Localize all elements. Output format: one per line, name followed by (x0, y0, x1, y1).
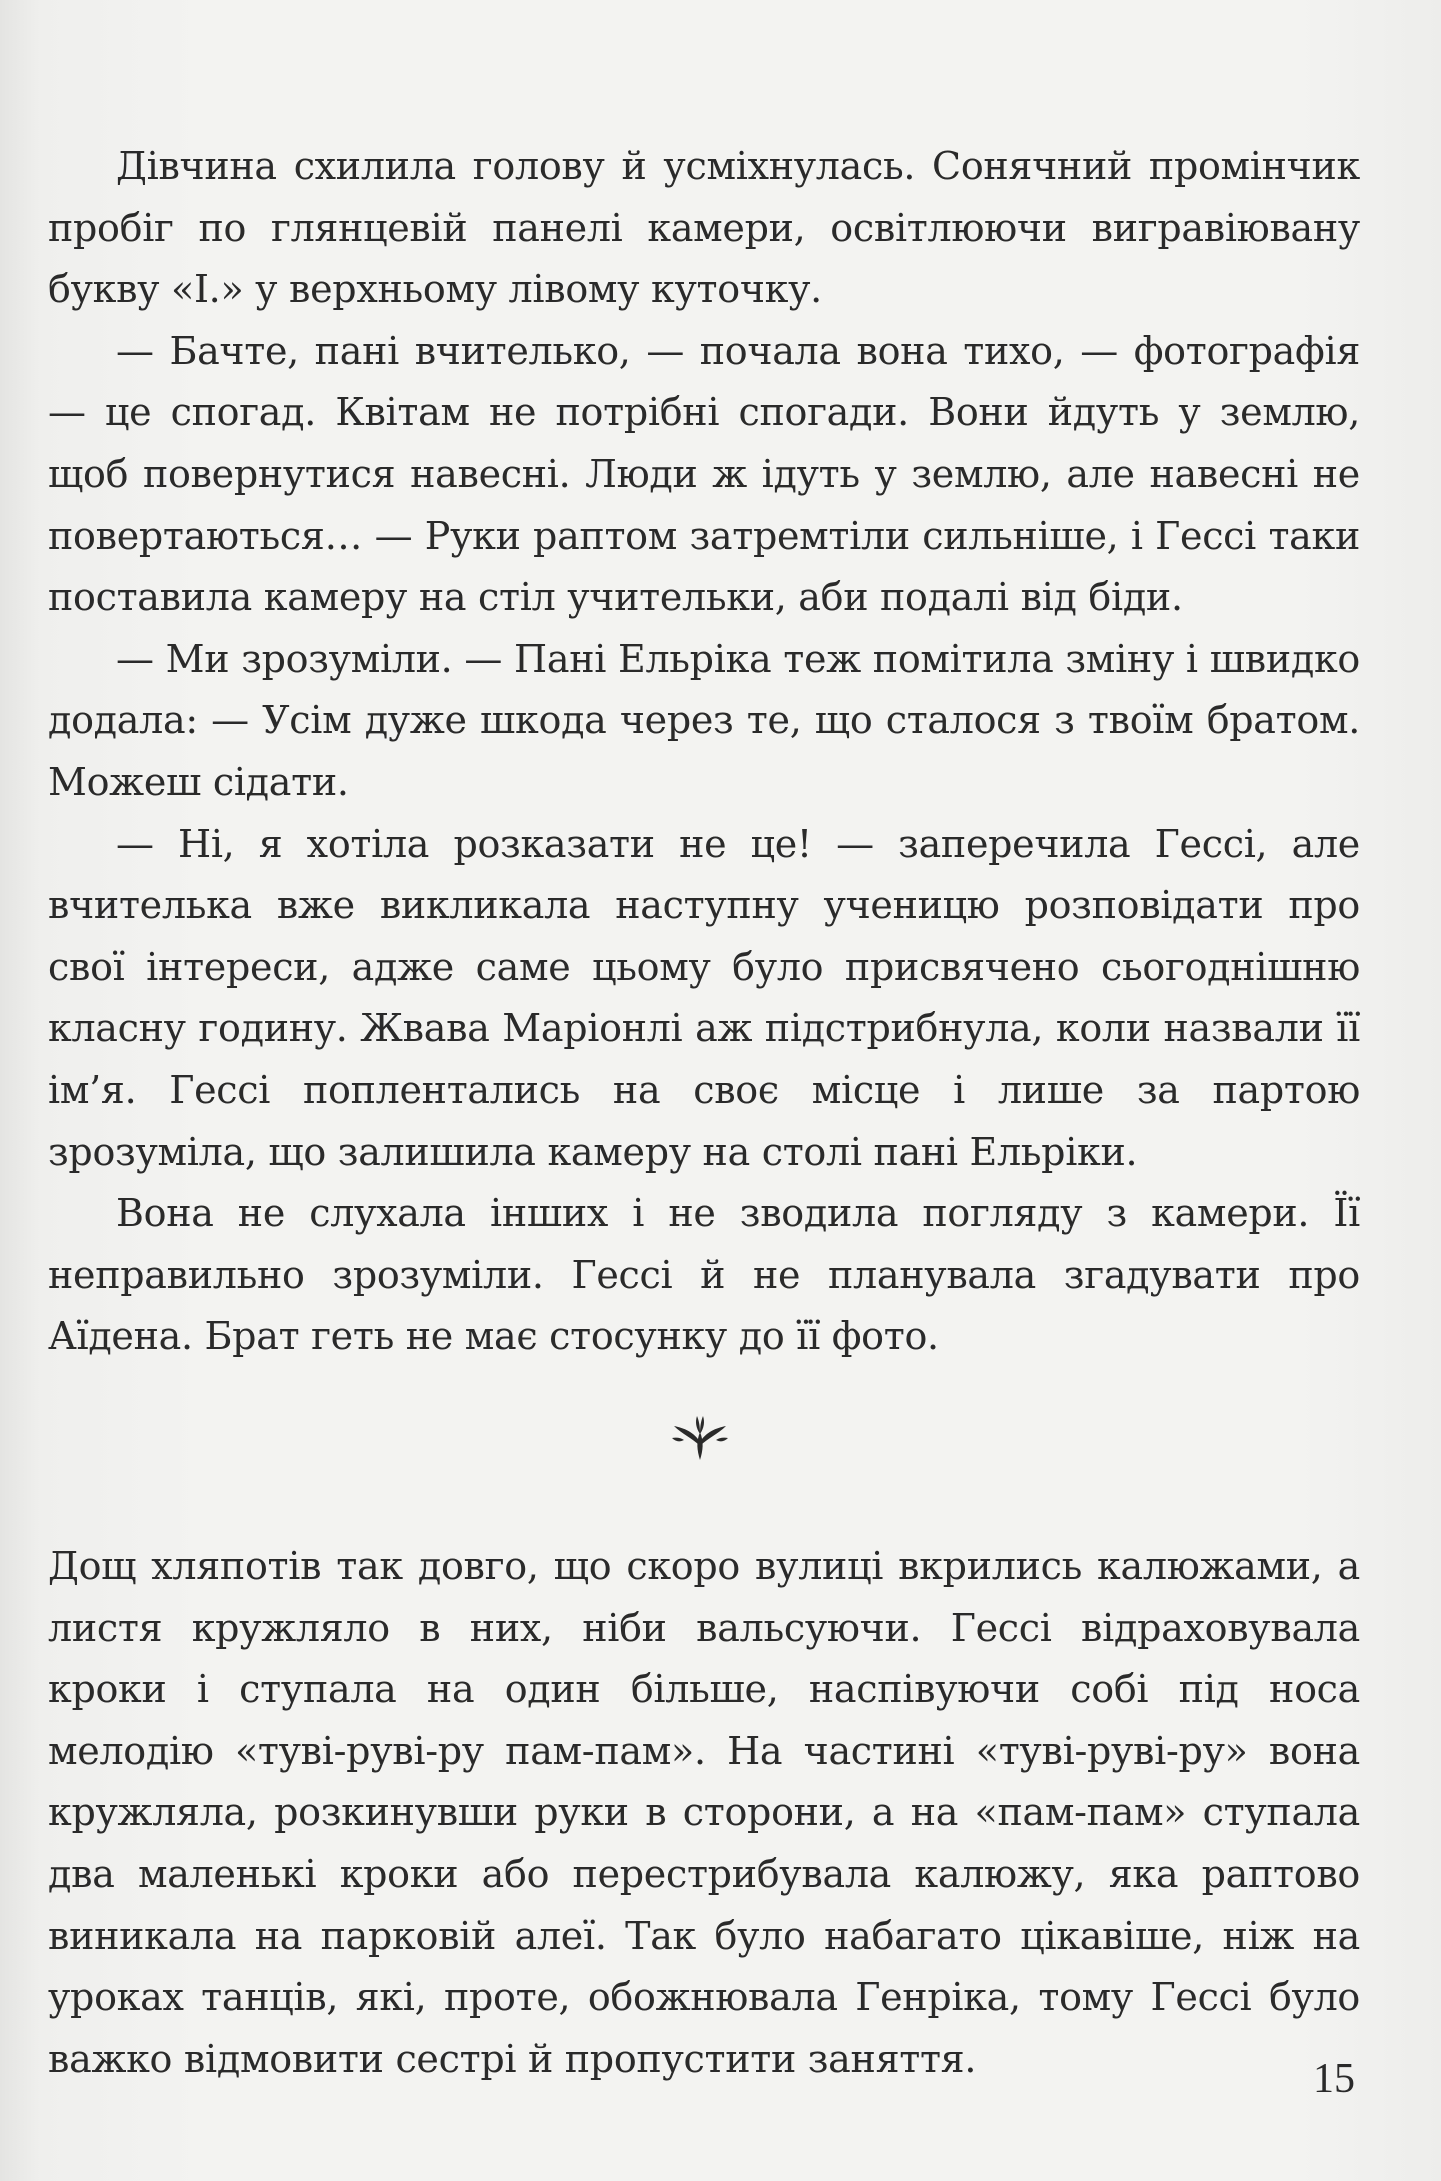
paragraph: — Ми зрозуміли. — Пані Ельріка теж помітила зміну і швидко додала: — Усім дуже шкода через те, що сталося з твоїм братом. Можеш сідати. (48, 636, 1360, 804)
fleuron-icon (670, 1412, 730, 1462)
text-section-1 (48, 136, 1360, 1368)
paragraph: — Бачте, пані вчителько, — почала вона тихо, — фотографія — це спогад. Квітам не потрібні спогади. Вони йдуть у землю, щоб повернутися навесні. Люди ж ідуть у землю, але навесні не повертаються… — Руки раптом затремтіли сильніше, і Гессі таки поставила камеру на стіл учительки, аби подалі від біди. (48, 328, 1360, 620)
paragraph: Дівчина схилила голову й усміхнулась. Сонячний промінчик пробіг по глянцевій панелі камери, освітлюючи вигравіювану букву «І.» у верхньому лівому куточку. (48, 144, 1360, 312)
text-section-2 (48, 1536, 1360, 2090)
paragraph: Вона не слухала інших і не зводила погляду з камери. Її неправильно зрозуміли. Гессі й не планувала згадувати про Аїдена. Брат геть не має стосунку до її фото. (48, 1191, 1360, 1359)
page-number: 15 (1313, 2056, 1355, 2102)
paragraph: Дощ хляпотів так довго, що скоро вулиці вкрились калюжами, а листя кружляло в них, ніби вальсуючи. Гессі відраховувала кроки і ступала на один більше, наспівуючи собі під носа мелодію «туві-руві-ру пам-пам». На частині «туві-руві-ру» вона кружляла, розкинувши руки в сторони, а на «пам-пам» ступала два маленькі кроки або перестрибувала калюжу, яка раптово виникала на парковій алеї. Так було набагато цікавіше, ніж на уроках танців, які, проте, обожнювала Генріка, тому Гессі було важко відмовити сестрі й пропустити заняття. (48, 1544, 1360, 2081)
paragraph: — Ні, я хотіла розказати не це! — заперечила Гессі, але вчителька вже викликала наступну ученицю розповідати про свої інтереси, адже саме цьому було присвячено сьогоднішню класну годину. Жвава Маріонлі аж підстрибнула, коли назвали її ім’я. Гессі поплентались на своє місце і лише за партою зрозуміла, що залишила камеру на столі пані Ельріки. (48, 821, 1360, 1174)
